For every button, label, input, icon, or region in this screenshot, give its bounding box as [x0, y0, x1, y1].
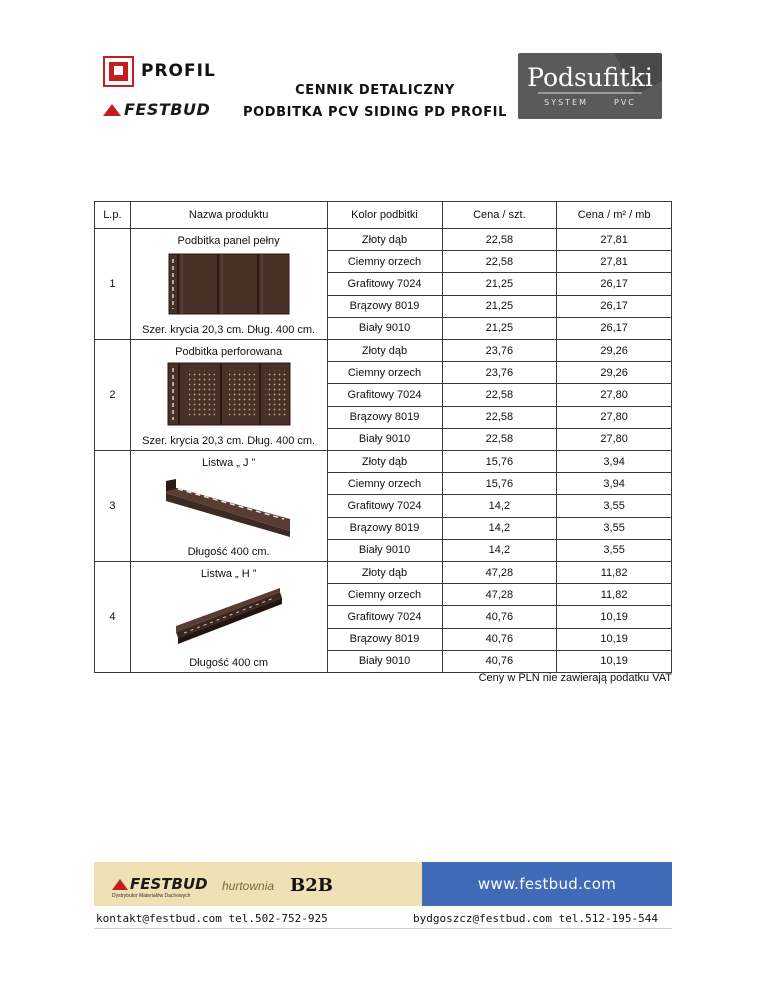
festbud-roof-icon — [103, 104, 121, 116]
podsufitki-subtitle — [518, 98, 662, 107]
price-piece-cell: 15,76 — [442, 451, 557, 473]
price-unit-cell: 3,94 — [557, 451, 672, 473]
color-cell: Grafitowy 7024 — [327, 384, 442, 406]
price-piece-cell: 14,2 — [442, 539, 557, 561]
color-cell: Ciemny orzech — [327, 251, 442, 273]
color-cell: Brązowy 8019 — [327, 406, 442, 428]
price-unit-cell: 27,80 — [557, 428, 672, 450]
price-unit-cell: 29,26 — [557, 340, 672, 362]
color-cell: Złoty dąb — [327, 340, 442, 362]
podsufitki-sub-right: PVC — [614, 98, 636, 107]
color-cell: Złoty dąb — [327, 562, 442, 584]
price-unit-cell: 27,81 — [557, 229, 672, 251]
footer-hurtownia: hurtownia — [222, 879, 275, 893]
table-header-row — [95, 202, 672, 229]
solid-soffit-panel-image — [168, 253, 290, 315]
footer-website-link[interactable]: www.festbud.com — [422, 862, 672, 906]
document-title — [230, 80, 520, 124]
product-cell — [130, 229, 327, 340]
price-unit-cell: 27,80 — [557, 406, 672, 428]
profil-logo-icon — [103, 56, 134, 87]
footer-festbud-banner — [94, 862, 422, 906]
footer-tagline: Dystrybutor Materiałów Dachowych — [112, 893, 191, 899]
product-name: Listwa „ J ” — [202, 457, 256, 469]
price-piece-cell: 47,28 — [442, 562, 557, 584]
price-piece-cell: 40,76 — [442, 628, 557, 650]
product-cell — [130, 340, 327, 451]
festbud-logo-text: FESTBUD — [124, 100, 211, 119]
table-row — [95, 229, 672, 251]
price-unit-cell: 26,17 — [557, 295, 672, 317]
price-unit-cell: 3,55 — [557, 495, 672, 517]
color-cell: Złoty dąb — [327, 229, 442, 251]
header-price-unit: Cena / m² / mb — [557, 202, 672, 229]
title-line-1: CENNIK DETALICZNY — [295, 83, 455, 98]
lp-cell: 4 — [95, 562, 131, 673]
header-product-name: Nazwa produktu — [130, 202, 327, 229]
contact-left[interactable]: kontakt@festbud.com tel.502-752-925 — [96, 912, 328, 925]
lp-cell: 1 — [95, 229, 131, 340]
product-name: Podbitka panel pełny — [177, 235, 280, 247]
color-cell: Brązowy 8019 — [327, 628, 442, 650]
price-unit-cell: 3,94 — [557, 473, 672, 495]
price-piece-cell: 23,76 — [442, 362, 557, 384]
price-piece-cell: 15,76 — [442, 473, 557, 495]
price-table — [94, 201, 672, 673]
footer-contacts — [94, 908, 672, 929]
price-piece-cell: 23,76 — [442, 340, 557, 362]
price-unit-cell: 10,19 — [557, 606, 672, 628]
price-unit-cell: 27,80 — [557, 384, 672, 406]
lp-cell: 2 — [95, 340, 131, 451]
price-piece-cell: 21,25 — [442, 273, 557, 295]
profil-logo — [103, 56, 216, 88]
h-trim-image — [174, 588, 284, 648]
product-name: Podbitka perforowana — [175, 346, 283, 358]
product-dimensions: Szer. krycia 20,3 cm. Dług. 400 cm. — [142, 324, 316, 336]
product-dimensions: Długość 400 cm — [189, 657, 269, 669]
price-unit-cell: 3,55 — [557, 539, 672, 561]
product-dimensions: Długość 400 cm. — [187, 546, 270, 558]
price-unit-cell: 3,55 — [557, 517, 672, 539]
color-cell: Grafitowy 7024 — [327, 495, 442, 517]
footer-b2b: B2B — [290, 875, 333, 896]
podsufitki-logo — [518, 53, 662, 119]
color-cell: Biały 9010 — [327, 428, 442, 450]
color-cell: Brązowy 8019 — [327, 295, 442, 317]
contact-right[interactable]: bydgoszcz@festbud.com tel.512-195-544 — [412, 912, 658, 925]
price-unit-cell: 29,26 — [557, 362, 672, 384]
perforated-soffit-panel-image — [167, 362, 291, 426]
color-cell: Grafitowy 7024 — [327, 273, 442, 295]
price-piece-cell: 22,58 — [442, 251, 557, 273]
podsufitki-brand: Podsufitki — [527, 63, 653, 92]
vat-note: Ceny w PLN nie zawierają podatku VAT — [478, 672, 672, 684]
price-piece-cell: 22,58 — [442, 229, 557, 251]
title-line-2: PODBITKA PCV SIDING PD PROFIL — [242, 105, 508, 120]
product-cell — [130, 451, 327, 562]
footer-festbud-logo — [112, 875, 208, 893]
price-piece-cell: 14,2 — [442, 495, 557, 517]
price-piece-cell: 22,58 — [442, 406, 557, 428]
podsufitki-sub-left: SYSTEM — [544, 98, 588, 107]
profil-logo-text: PROFIL — [141, 61, 216, 81]
color-cell: Grafitowy 7024 — [327, 606, 442, 628]
price-unit-cell: 10,19 — [557, 628, 672, 650]
festbud-logo — [103, 100, 210, 120]
price-unit-cell: 27,81 — [557, 251, 672, 273]
product-dimensions: Szer. krycia 20,3 cm. Dług. 400 cm. — [142, 435, 316, 447]
color-cell: Biały 9010 — [327, 317, 442, 339]
footer-festbud-text: FESTBUD — [130, 875, 208, 893]
color-cell: Ciemny orzech — [327, 362, 442, 384]
table-row — [95, 451, 672, 473]
price-unit-cell: 26,17 — [557, 317, 672, 339]
product-name: Listwa „ H ” — [200, 568, 257, 580]
price-unit-cell: 26,17 — [557, 273, 672, 295]
table-row — [95, 562, 672, 584]
header-lp: L.p. — [95, 202, 131, 229]
color-cell: Ciemny orzech — [327, 584, 442, 606]
price-piece-cell: 47,28 — [442, 584, 557, 606]
price-piece-cell: 22,58 — [442, 384, 557, 406]
price-piece-cell: 14,2 — [442, 517, 557, 539]
j-trim-image — [164, 475, 294, 539]
price-piece-cell: 21,25 — [442, 295, 557, 317]
header-color: Kolor podbitki — [327, 202, 442, 229]
price-piece-cell: 22,58 — [442, 428, 557, 450]
lp-cell: 3 — [95, 451, 131, 562]
price-piece-cell: 40,76 — [442, 650, 557, 672]
price-piece-cell: 21,25 — [442, 317, 557, 339]
price-unit-cell: 11,82 — [557, 562, 672, 584]
color-cell: Brązowy 8019 — [327, 517, 442, 539]
color-cell: Biały 9010 — [327, 539, 442, 561]
color-cell: Ciemny orzech — [327, 473, 442, 495]
price-piece-cell: 40,76 — [442, 606, 557, 628]
table-row — [95, 340, 672, 362]
price-unit-cell: 10,19 — [557, 650, 672, 672]
header-price-piece: Cena / szt. — [442, 202, 557, 229]
color-cell: Złoty dąb — [327, 451, 442, 473]
festbud-roof-icon — [112, 879, 128, 890]
product-cell — [130, 562, 327, 673]
color-cell: Biały 9010 — [327, 650, 442, 672]
price-unit-cell: 11,82 — [557, 584, 672, 606]
